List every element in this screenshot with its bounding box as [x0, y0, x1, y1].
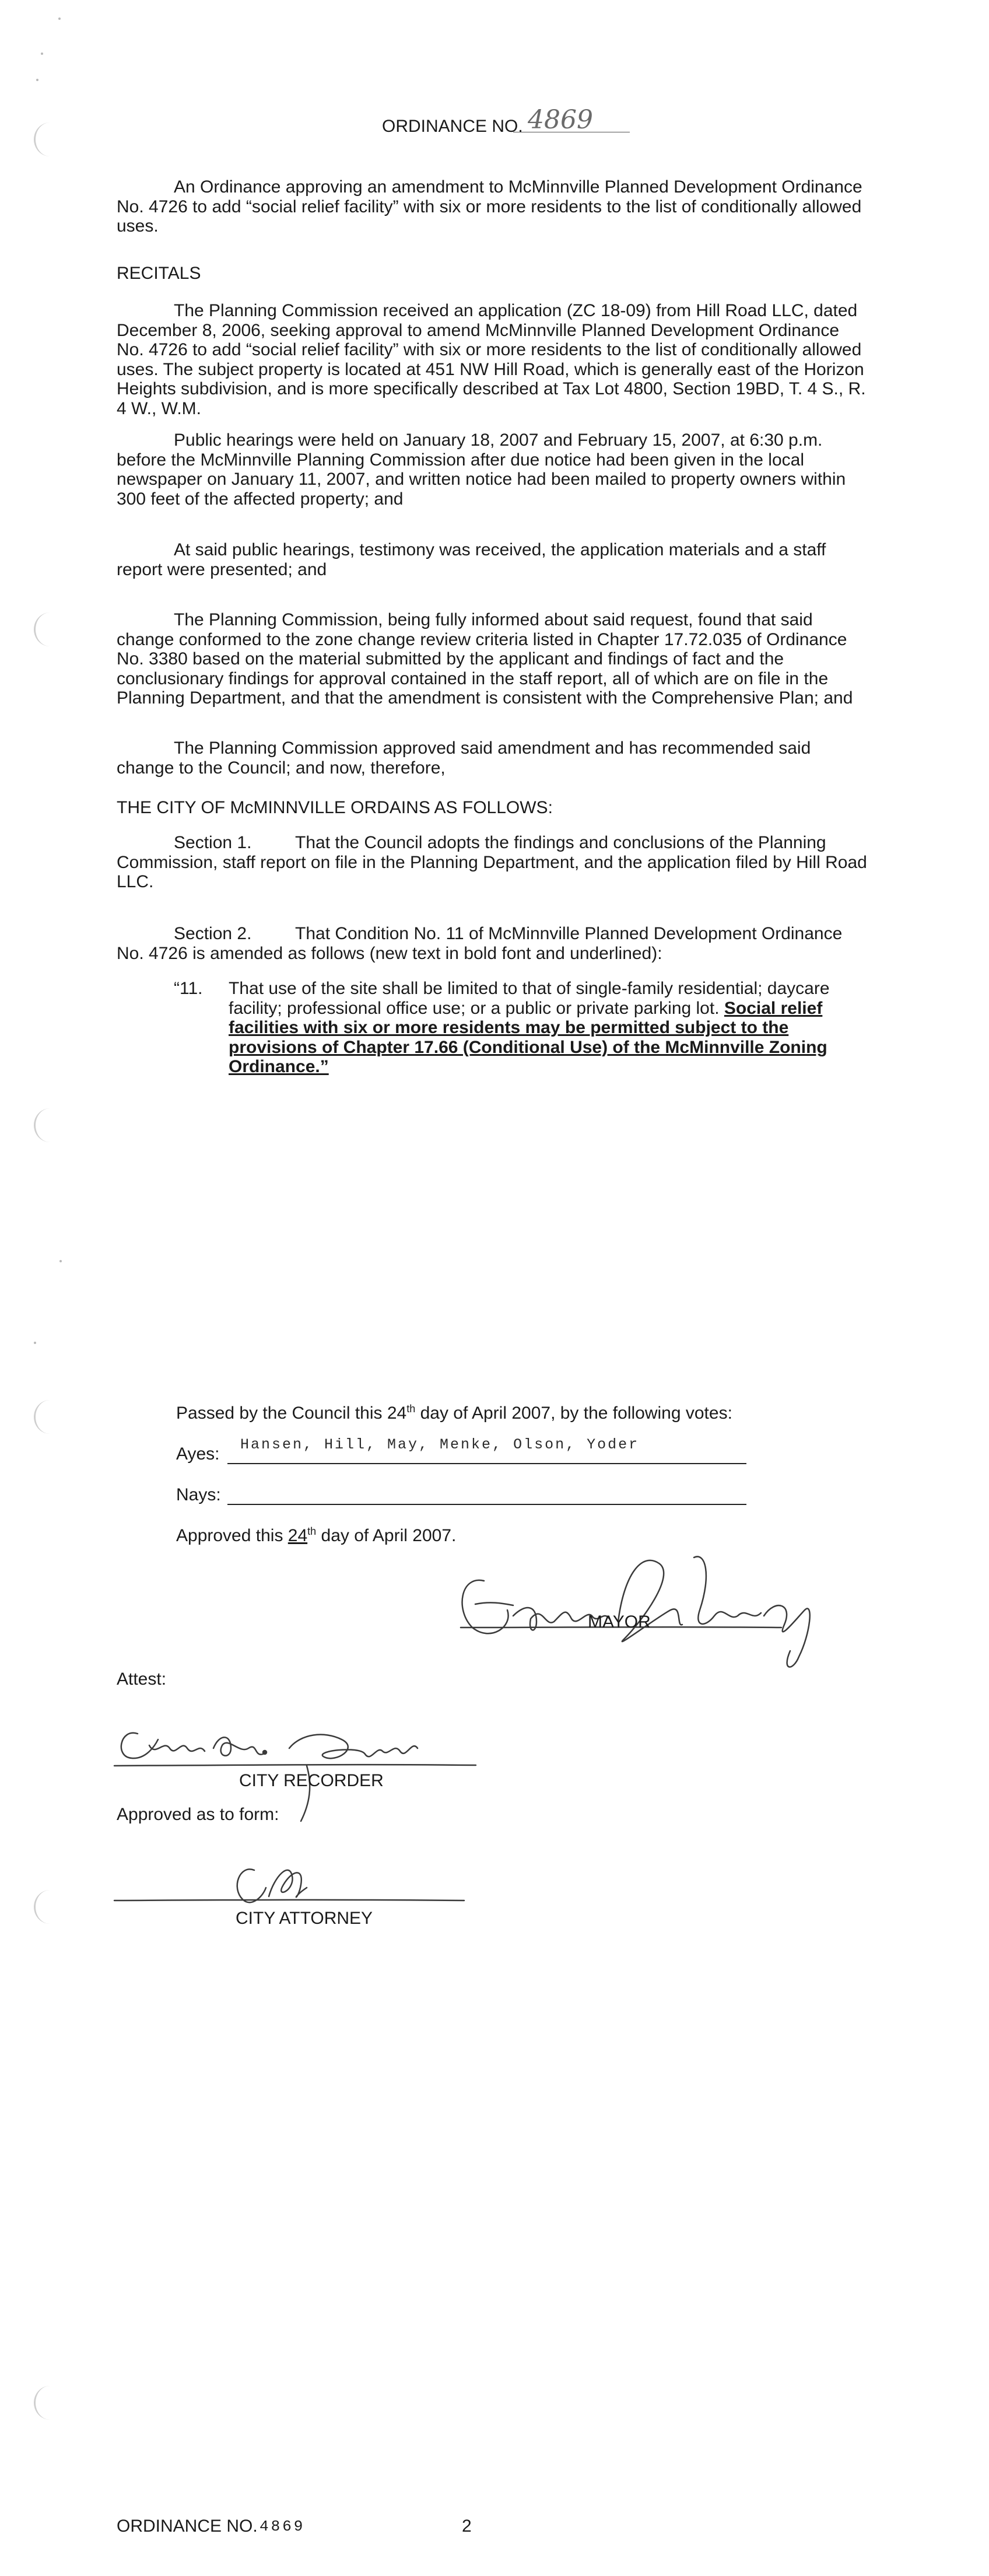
recital-paragraph: The Planning Commission received an application (ZC 18-09) from Hill Road LLC, dated December 8, 2006, seeking approval to amend McMinnville Planned Development Ordinance No. 4726 to add “social relief facility” with six or more residents to the list of conditionally allowed uses. The subject property is located at 451 NW Hill Road, which is generally east of the Horizon Heights subdivision, and is more specifically described at Tax Lot 4800, Section 19BD, T. 4 S., R. 4 W., W.M. — [117, 301, 866, 418]
recital-paragraph: Public hearings were held on January 18, 2007 and February 15, 2007, at 6:30 p.m. before the McMinnville Planning Commission after due notice had been given in the local newspaper on January 11, 2007, and written notice had been mailed to property owners within 300 feet of the affected property; and — [117, 430, 846, 509]
ayes-line — [227, 1463, 746, 1464]
attest-label: Attest: — [117, 1670, 167, 1689]
ayes-value: Hansen, Hill, May, Menke, Olson, Yoder — [240, 1436, 640, 1453]
approved-day: 24 — [287, 1526, 308, 1545]
handwritten-ordinance-number: 4869 — [528, 105, 594, 135]
approved-sup: th — [307, 1525, 317, 1537]
ordinance-title — [382, 105, 594, 138]
approved-suffix: day of April 2007. — [316, 1526, 457, 1545]
punch-hole-mark — [34, 2386, 66, 2420]
page-number: 2 — [462, 2516, 472, 2536]
approved-statement — [176, 1526, 456, 1546]
condition-number: “11. — [174, 979, 203, 998]
approved-as-to-form-label: Approved as to form: — [117, 1805, 279, 1824]
scan-speck — [58, 18, 61, 20]
city-attorney-label: CITY ATTORNEY — [236, 1909, 373, 1928]
passed-sup: th — [406, 1403, 416, 1415]
recitals-heading: RECITALS — [117, 264, 201, 283]
nays-line — [227, 1504, 746, 1505]
footer-ordinance-number: 4869 — [259, 2518, 306, 2535]
punch-hole-mark — [34, 1890, 66, 1924]
mayor-signature — [449, 1540, 822, 1677]
passed-suffix: day of April 2007, by the following votes: — [415, 1404, 732, 1423]
approved-prefix: Approved this — [176, 1526, 288, 1545]
ordains-heading: THE CITY OF McMINNVILLE ORDAINS AS FOLLOWS: — [117, 798, 553, 817]
passed-statement — [176, 1404, 732, 1423]
section-1-label: Section 1. — [174, 833, 252, 852]
intro-paragraph: An Ordinance approving an amendment to McMinnville Planned Development Ordinance No. 4726 to add “social relief facility” with six or more residents to the list of conditionally allowed uses. — [117, 177, 862, 236]
scan-speck — [59, 1260, 62, 1262]
condition-text-plain: That use of the site shall be limited to that of single-family residential; daycare facility; professional office use; or a public or private parking lot. — [229, 979, 830, 1018]
recital-paragraph: At said public hearings, testimony was received, the application materials and a staff report were presented; and — [117, 540, 826, 579]
section-2-text: That Condition No. 11 of McMinnville Planned Development Ordinance No. 4726 is amended as follows (new text in bold font and underlined): — [117, 924, 843, 963]
city-recorder-label: CITY RECORDER — [239, 1771, 384, 1790]
scan-speck — [36, 79, 38, 81]
passed-prefix: Passed by the Council this 24 — [176, 1404, 407, 1423]
scan-speck — [41, 52, 43, 55]
punch-hole-mark — [34, 123, 66, 156]
punch-hole-mark — [34, 612, 66, 646]
ordinance-label: ORDINANCE NO. — [382, 117, 523, 136]
scan-speck — [34, 1342, 36, 1344]
mayor-label: MAYOR — [588, 1612, 651, 1632]
nays-label: Nays: — [176, 1485, 221, 1504]
condition-text-new: Social relief facilities with six or more residents may be permitted subject to the provisions of Chapter 17.66 (Conditional Use) of the McMinnville Zoning Ordinance.” — [229, 998, 827, 1076]
ayes-label: Ayes: — [176, 1444, 220, 1464]
footer-ordinance-label: ORDINANCE NO. — [117, 2516, 258, 2536]
section-2-label: Section 2. — [174, 924, 252, 943]
condition-text — [229, 979, 841, 1077]
recital-paragraph: The Planning Commission approved said amendment and has recommended said change to the Council; and now, therefore, — [117, 738, 811, 778]
punch-hole-mark — [34, 1400, 66, 1434]
punch-hole-mark — [34, 1108, 66, 1142]
section-1-text: That the Council adopts the findings and conclusions of the Planning Commission, staff report on file in the Planning Department, and the application filed by Hill Road LLC. — [117, 833, 867, 891]
recital-paragraph: The Planning Commission, being fully informed about said request, found that said change conformed to the zone change review criteria listed in Chapter 17.72.035 of Ordinance No. 3380 based on the material submitted by the applicant and findings of fact and the conclusionary findings for approval contained in the staff report, all of which are on file in the Planning Department, and that the amendment is consistent with the Comprehensive Plan; and — [117, 610, 853, 708]
